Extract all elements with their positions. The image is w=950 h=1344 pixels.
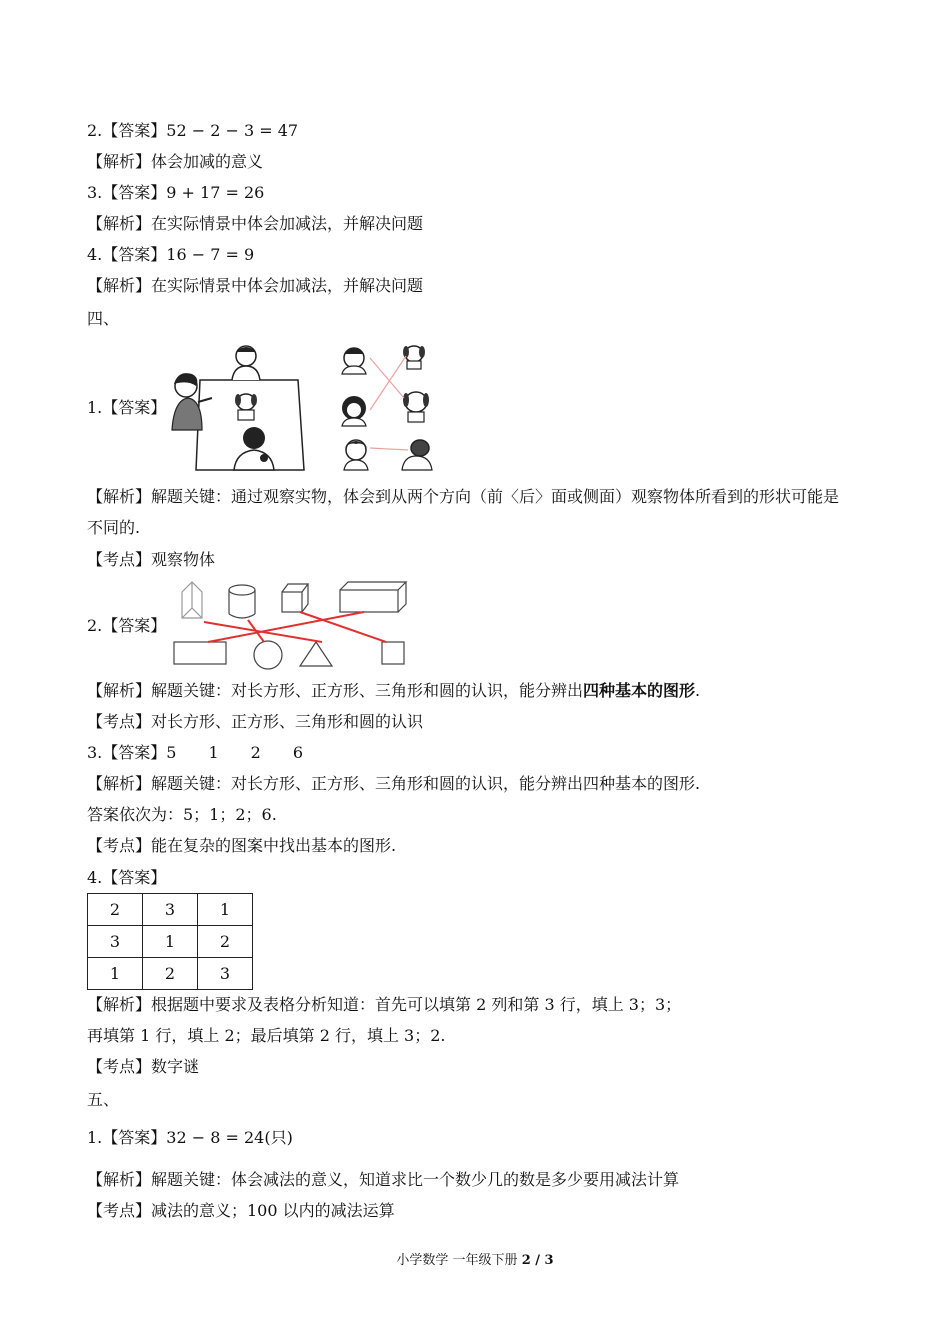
s4-q1-point: 【考点】观察物体 <box>87 550 216 569</box>
s4-q3-analysis: 【解析】解题关键：对长方形、正方形、三角形和圆的认识，能分辨出四种基本的图形. <box>87 774 701 793</box>
grid-cell: 3 <box>143 894 198 926</box>
section-5-heading: 五、 <box>87 1090 120 1109</box>
grid-cell: 3 <box>198 958 253 990</box>
boy-front-view-icon <box>342 348 366 374</box>
boy-top-icon <box>232 346 260 380</box>
s4-q3-answer-order: 答案依次为：5；1；2；6. <box>87 805 277 824</box>
prism-icon <box>182 582 202 618</box>
s4-q4-analysis-line1: 【解析】根据题中要求及表格分析知道：首先可以填第 2 列和第 3 行，填上 3；3； <box>87 995 682 1014</box>
number-grid-table <box>87 893 253 990</box>
cylinder-icon <box>229 585 255 618</box>
answer-value: 2 <box>250 743 261 762</box>
square-icon <box>382 642 404 664</box>
rectangle-icon <box>174 642 226 664</box>
answer-equation: 16 − 7 = 9 <box>166 245 255 264</box>
s4-q4-label: 4.【答案】 <box>87 868 167 887</box>
s4-q3-point: 【考点】能在复杂的图案中找出基本的图形. <box>87 836 397 855</box>
footer-text: 小学数学 一年级下册 <box>396 1253 522 1268</box>
answer-equation: 52 − 2 − 3 = 47 <box>166 121 299 140</box>
grid-cell: 1 <box>88 958 143 990</box>
analysis-text: 【解析】解题关键：对长方形、正方形、三角形和圆的认识，能分辨出 <box>87 681 584 700</box>
observation-scene-figure <box>168 340 308 475</box>
q2-analysis: 【解析】体会加减的意义 <box>87 152 264 171</box>
s4-q3-answer-line <box>87 743 303 763</box>
grid-cell: 2 <box>198 926 253 958</box>
s4-q2-analysis <box>87 681 700 701</box>
dog-view-3-icon <box>402 440 432 470</box>
s4-q2-label: 2.【答案】 <box>87 616 167 635</box>
s4-q2-point: 【考点】对长方形、正方形、三角形和圆的认识 <box>87 712 424 731</box>
girl-bangs-view-icon <box>344 440 368 470</box>
s5-q1-answer-line <box>87 1128 293 1148</box>
q3-analysis: 【解析】在实际情景中体会加减法，并解决问题 <box>87 214 424 233</box>
grid-cell: 3 <box>88 926 143 958</box>
circle-icon <box>254 641 282 669</box>
q3-answer-line <box>87 183 264 203</box>
s4-q1-label: 1.【答案】 <box>87 398 167 417</box>
grid-cell: 2 <box>88 894 143 926</box>
s5-q1-analysis: 【解析】解题关键：体会减法的意义，知道求比一个数少几的数是多少要用减法计算 <box>87 1170 680 1189</box>
answer-equation: 9 + 17 = 26 <box>166 183 265 202</box>
girl-dark-hair-view-icon <box>342 396 366 426</box>
girl-bottom-icon <box>234 427 274 470</box>
table-row <box>88 926 253 958</box>
answer-label: 3.【答案】 <box>87 743 167 762</box>
s4-q4-point: 【考点】数字谜 <box>87 1057 200 1076</box>
match-line <box>370 358 404 398</box>
grid-cell: 1 <box>198 894 253 926</box>
answer-label: 2.【答案】 <box>87 121 167 140</box>
s4-q4-analysis-line2: 再填第 1 行，填上 2；最后填第 2 行，填上 3；2. <box>87 1026 446 1045</box>
table-row <box>88 894 253 926</box>
analysis-suffix: . <box>695 681 701 700</box>
analysis-bold-text: 四种基本的图形 <box>583 681 696 700</box>
answer-value: 1 <box>208 743 219 762</box>
dog-view-2-icon <box>403 392 429 422</box>
view-matching-figure <box>336 338 446 478</box>
page-footer <box>0 1249 950 1268</box>
section-4-heading: 四、 <box>87 309 120 328</box>
dog-icon <box>235 394 257 420</box>
solids-shapes-matching-figure <box>168 578 413 673</box>
grid-cell: 2 <box>143 958 198 990</box>
q4-analysis: 【解析】在实际情景中体会加减法，并解决问题 <box>87 276 424 295</box>
cube-icon <box>282 584 308 612</box>
page-number: 2 / 3 <box>521 1253 554 1268</box>
table-row <box>88 958 253 990</box>
answer-label: 3.【答案】 <box>87 183 167 202</box>
s5-q1-point: 【考点】减法的意义；100 以内的减法运算 <box>87 1201 395 1220</box>
match-line <box>370 448 408 450</box>
grid-cell: 1 <box>143 926 198 958</box>
triangle-icon <box>300 642 332 666</box>
answer-equation: 32 − 8 = 24(只) <box>166 1128 293 1147</box>
answer-label: 1.【答案】 <box>87 1128 167 1147</box>
q4-answer-line <box>87 245 254 265</box>
answer-label: 4.【答案】 <box>87 245 167 264</box>
dog-view-1-icon <box>403 346 425 369</box>
s4-q1-analysis-line2: 不同的. <box>87 518 141 537</box>
cuboid-icon <box>340 582 406 612</box>
s4-q1-analysis-line1: 【解析】解题关键：通过观察实物，体会到从两个方向（前〈后〉面或侧面）观察物体所看到的形状可能是 <box>87 487 840 506</box>
q2-answer-line <box>87 121 298 141</box>
girl-left-icon <box>172 373 212 430</box>
answer-value: 6 <box>292 743 304 762</box>
answer-value: 5 <box>166 743 177 762</box>
